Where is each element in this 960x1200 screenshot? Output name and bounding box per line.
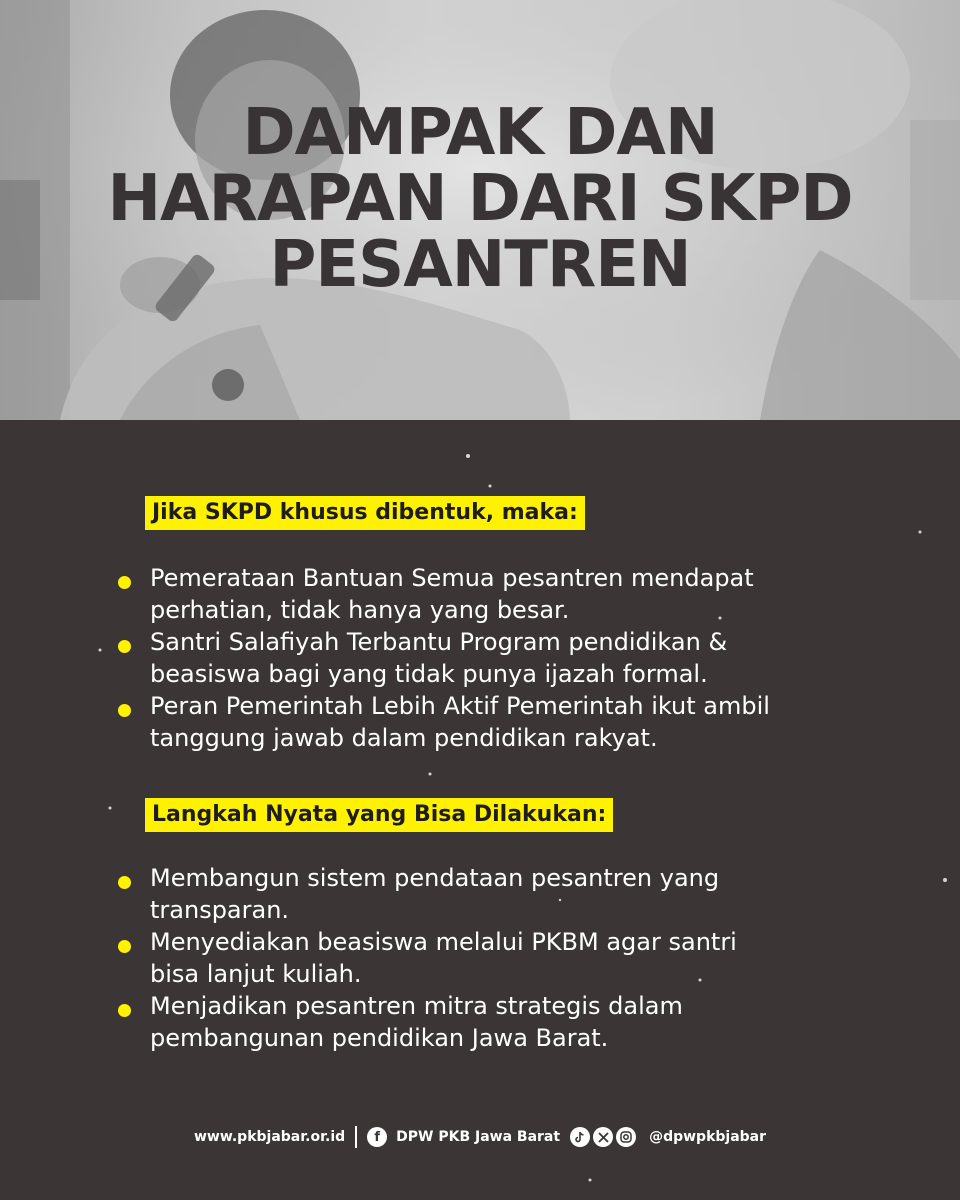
steps-list <box>118 862 878 1054</box>
list-item <box>118 926 878 990</box>
list-item-line: bisa lanjut kuliah. <box>150 960 362 988</box>
bullet-dot <box>118 940 131 953</box>
list-item <box>118 690 878 754</box>
headline <box>0 96 960 302</box>
list-item <box>118 862 878 926</box>
hero-photo-section <box>0 0 960 420</box>
list-item-line: Pemerataan Bantuan Semua pesantren mendapat <box>150 564 754 592</box>
impact-list <box>118 562 878 754</box>
section-heading-steps: Langkah Nyata yang Bisa Dilakukan: <box>145 798 613 832</box>
social-handle[interactable]: @dpwpkbjabar <box>649 1129 767 1145</box>
footer-divider <box>355 1126 357 1148</box>
footer <box>0 1122 960 1152</box>
bullet-dot <box>118 876 131 889</box>
headline-line-2: HARAPAN DARI SKPD <box>107 162 853 236</box>
section-heading-impact: Jika SKPD khusus dibentuk, maka: <box>145 496 585 530</box>
list-item-line: Menyediakan beasiswa melalui PKBM agar santri <box>150 928 737 956</box>
bullet-dot <box>118 640 131 653</box>
facebook-page-link[interactable]: DPW PKB Jawa Barat <box>396 1129 561 1145</box>
facebook-icon[interactable]: f <box>367 1127 387 1147</box>
list-item-line: pembangunan pendidikan Jawa Barat. <box>150 1024 609 1052</box>
headline-line-3: PESANTREN <box>269 228 691 302</box>
list-item-line: Peran Pemerintah Lebih Aktif Pemerintah ikut ambil <box>150 692 770 720</box>
content-panel <box>0 420 960 1200</box>
list-item <box>118 990 878 1054</box>
list-item-line: tanggung jawab dalam pendidikan rakyat. <box>150 724 658 752</box>
x-icon[interactable] <box>593 1127 613 1147</box>
list-item <box>118 562 878 626</box>
bullet-dot <box>118 704 131 717</box>
list-item-line: Santri Salafiyah Terbantu Program pendidikan & <box>150 628 728 656</box>
list-item-line: beasiswa bagi yang tidak punya ijazah formal. <box>150 660 708 688</box>
list-item-line: transparan. <box>150 896 290 924</box>
instagram-icon[interactable] <box>616 1127 636 1147</box>
bullet-dot <box>118 1004 131 1017</box>
website-link[interactable]: www.pkbjabar.or.id <box>193 1129 346 1145</box>
list-item-line: Menjadikan pesantren mitra strategis dalam <box>150 992 683 1020</box>
tiktok-icon[interactable] <box>570 1127 590 1147</box>
list-item <box>118 626 878 690</box>
list-item-line: Membangun sistem pendataan pesantren yang <box>150 864 720 892</box>
bullet-dot <box>118 576 131 589</box>
list-item-line: perhatian, tidak hanya yang besar. <box>150 596 570 624</box>
headline-line-1: DAMPAK DAN <box>242 96 718 170</box>
